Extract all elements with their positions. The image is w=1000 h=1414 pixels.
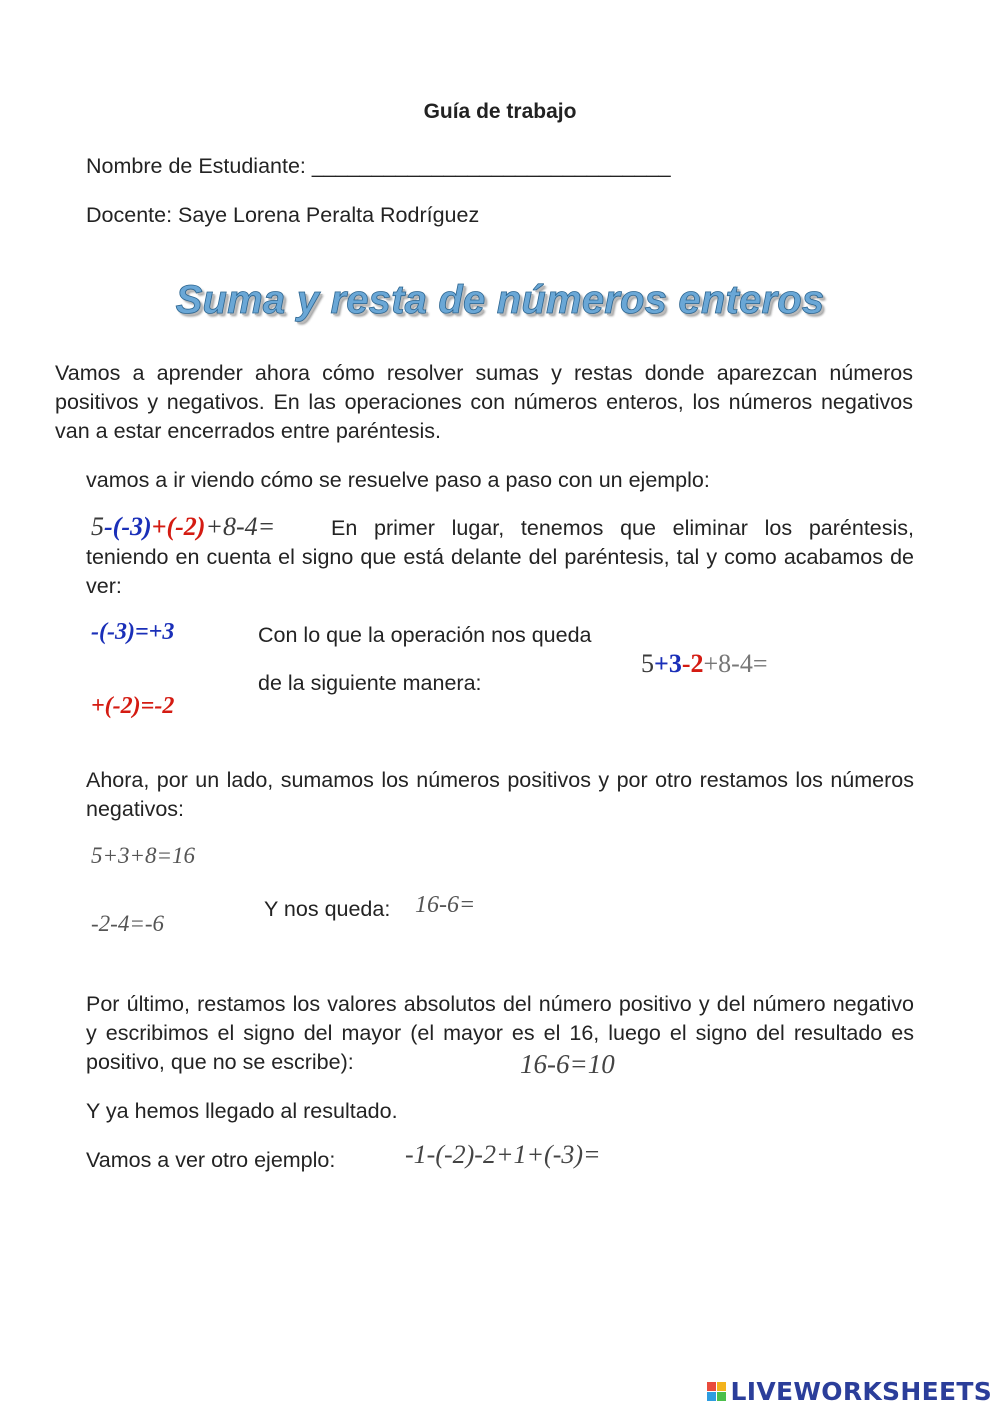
step3-text: Por último, restamos los valores absolutos del número positivo y del número negativo y escribimos el signo del mayor (el mayor es el 16, luego el signo del resultado es positivo, que no se escribe): <box>86 992 914 1074</box>
main-title: Suma y resta de números enteros <box>175 278 825 322</box>
rule-positive <box>91 693 174 720</box>
rule-negative-text: -(-3)=+3 <box>91 619 175 645</box>
step2-text: Ahora, por un lado, sumamos los números positivos y por otro restamos los números negativos: <box>86 768 914 821</box>
logo-square-green <box>717 1392 726 1401</box>
student-name-blank[interactable]: ______________________________ <box>311 154 671 178</box>
teacher-line: Docente: Saye Lorena Peralta Rodríguez <box>86 203 480 227</box>
example1-eq-term-c: +(-2) <box>151 512 206 541</box>
example2-equation: -1-(-2)-2+1+(-3)= <box>405 1140 601 1169</box>
remaining-label: Y nos queda: <box>264 897 391 921</box>
example2-label: Vamos a ver otro ejemplo: <box>86 1148 336 1172</box>
result-eq-term-d: +8-4= <box>703 649 768 678</box>
step1-text: En primer lugar, tenemos que eliminar los paréntesis, teniendo en cuenta el signo que está delante del paréntesis, tal y como acabamos de ver: <box>86 516 914 598</box>
rule-positive-text: +(-2)=-2 <box>91 693 175 719</box>
result-eq-term-a: 5 <box>641 649 654 678</box>
logo-mark-icon <box>707 1382 729 1402</box>
example1-eq-term-a: 5 <box>91 512 104 541</box>
intro-paragraph: Vamos a aprender ahora cómo resolver sumas y restas donde aparezcan números positivos y negativos. En las operaciones con números enteros, los números negativos van a estar encerrados entre paréntesis. <box>55 361 913 443</box>
logo-square-red <box>707 1382 716 1391</box>
rule-negative <box>91 619 174 646</box>
result-eq-term-b: +3 <box>654 649 682 678</box>
student-name-label: Nombre de Estudiante: <box>86 154 312 178</box>
guide-title: Guía de trabajo <box>423 100 577 123</box>
logo-square-yellow <box>717 1382 726 1391</box>
sum-negative: -2-4=-6 <box>91 911 164 936</box>
sum-positive: 5+3+8=16 <box>91 843 196 868</box>
conclusion: Y ya hemos llegado al resultado. <box>86 1099 398 1123</box>
liveworksheets-logo <box>707 1377 992 1406</box>
result-eq-term-c: -2 <box>681 649 704 678</box>
result-text-1: Con lo que la operación nos queda <box>258 623 592 647</box>
example1-eq-term-b: -(-3) <box>104 512 152 541</box>
student-name-line <box>86 152 671 181</box>
remaining-equation: 16-6= <box>415 892 476 918</box>
result-equation <box>641 649 767 679</box>
example-intro: vamos a ir viendo cómo se resuelve paso a paso con un ejemplo: <box>86 468 710 492</box>
step3-equation: 16-6=10 <box>520 1049 615 1079</box>
logo-square-blue <box>707 1392 716 1401</box>
logo-text: LIVEWORKSHEETS <box>730 1377 992 1406</box>
example1-eq-term-d: +8-4= <box>205 512 276 541</box>
result-text-2: de la siguiente manera: <box>258 671 482 695</box>
